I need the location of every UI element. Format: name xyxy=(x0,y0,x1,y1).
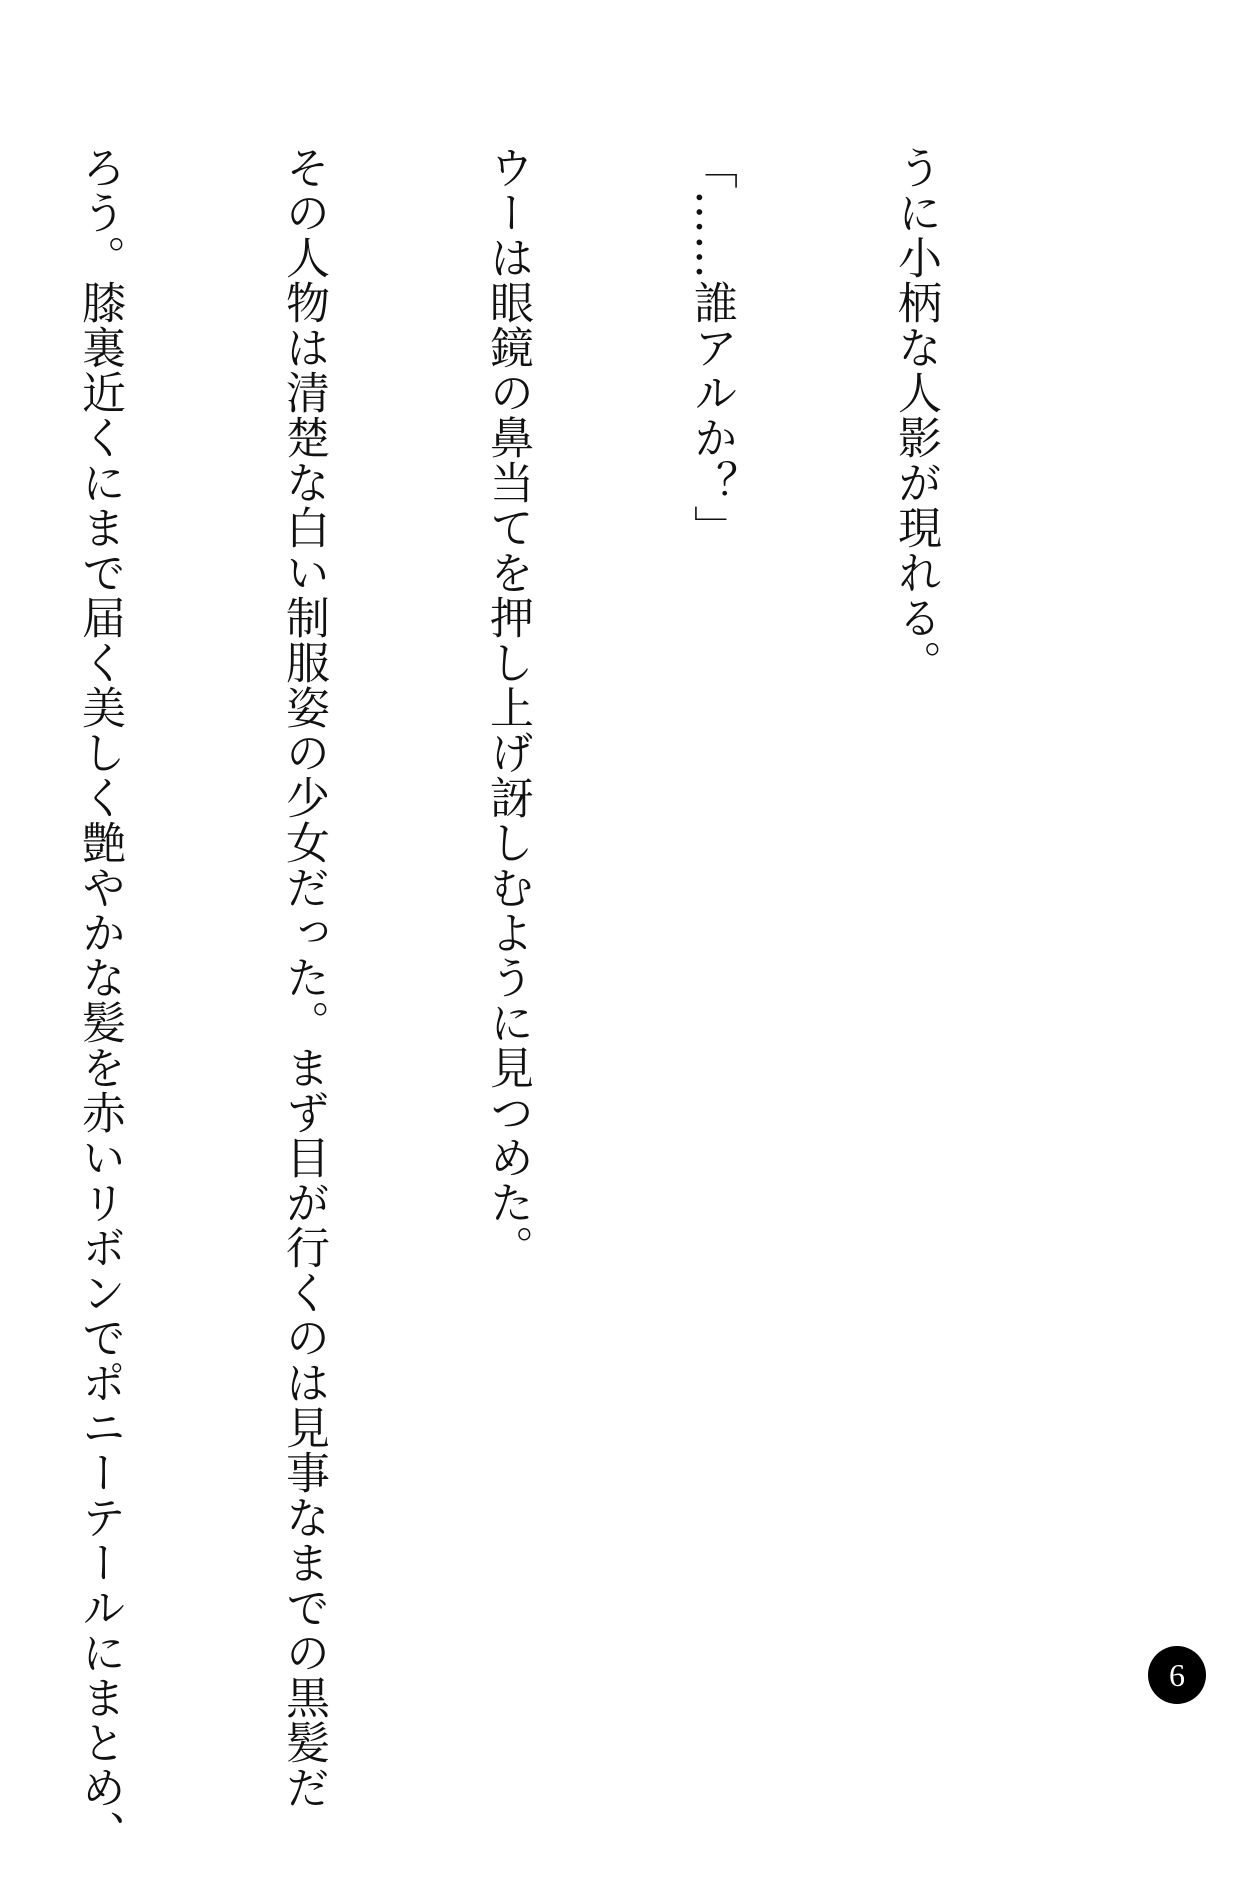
text-line: ウーは眼鏡の鼻当てを押し上げ訝しむように見つめた。 xyxy=(482,145,533,1270)
vertical-text-block xyxy=(74,145,1085,1855)
page-number-badge: 6 xyxy=(1148,1646,1206,1704)
text-line: ろう。膝裏近くにまで届く美しく艶やかな髪を赤いリボンでポニーテールにまとめ、 xyxy=(74,145,125,1855)
text-line: 「……誰アルか？」 xyxy=(686,145,737,550)
text-line: うに小柄な人影が現れる。 xyxy=(890,145,941,685)
text-line: その人物は清楚な白い制服姿の少女だった。まず目が行くのは見事なまでの黒髪だ xyxy=(278,145,329,1810)
